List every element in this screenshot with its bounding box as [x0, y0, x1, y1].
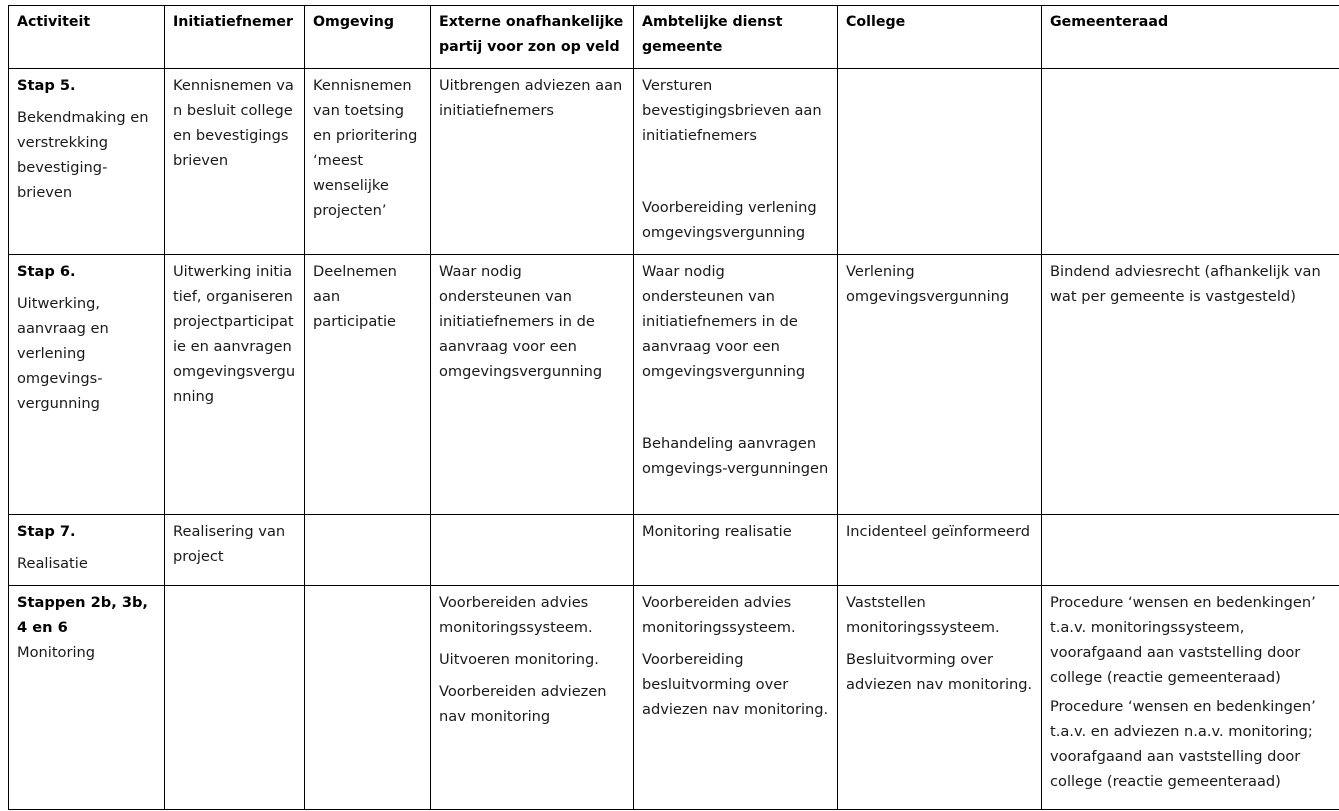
- gemeenteraad-text-2: Procedure ‘wensen en bedenkingen’ t.a.v. en adviezen n.a.v. monitoring; voorafgaand aan vaststelling door college (reactie gemeenteraad): [1050, 698, 1316, 790]
- ambtelijk-text-2: Voorbereiding verlening omgevingsvergunning: [642, 199, 817, 241]
- step-label: Stappen 2b, 3b, 4 en 6: [17, 594, 148, 636]
- initiatiefnemer-cell: Kennisnemen van besluit college en bevestigingsbrieven: [165, 69, 305, 255]
- header-ambtelijk: Ambtelijke dienst gemeente: [634, 6, 838, 69]
- table-row: [9, 515, 1339, 586]
- ambtelijk-text-1: Voorbereiden advies monitoringssysteem.: [642, 594, 796, 636]
- gemeenteraad-cell: [1042, 586, 1339, 810]
- header-activiteit: Activiteit: [9, 6, 165, 69]
- process-table: [8, 5, 1339, 810]
- college-cell: Verlening omgevingsvergunning: [838, 255, 1042, 515]
- header-initiatiefnemer: Initiatiefnemer: [165, 6, 305, 69]
- college-text-2: Besluitvorming over adviezen nav monitoring.: [846, 651, 1033, 693]
- ambtelijk-cell: [634, 586, 838, 810]
- ambtelijk-text-2: Behandeling aanvragen omgevings-vergunningen: [642, 435, 829, 477]
- activity-cell: [9, 69, 165, 255]
- activity-cell: [9, 255, 165, 515]
- college-cell: [838, 69, 1042, 255]
- extern-cell: Waar nodig ondersteunen van initiatiefnemers in de aanvraag voor een omgevingsvergunning: [431, 255, 634, 515]
- college-cell: [838, 586, 1042, 810]
- omgeving-cell: Kennisnemen van toetsing en prioritering ‘meest wenselijke projecten’: [305, 69, 431, 255]
- college-text-1: Vaststellen monitoringssysteem.: [846, 594, 1000, 636]
- extern-cell: Uitbrengen adviezen aan initiatiefnemers: [431, 69, 634, 255]
- extern-cell: [431, 515, 634, 586]
- gemeenteraad-cell: Bindend adviesrecht (afhankelijk van wat per gemeente is vastgesteld): [1042, 255, 1339, 515]
- extern-text-2: Uitvoeren monitoring.: [439, 651, 599, 668]
- activity-text: Realisatie: [17, 555, 88, 572]
- gemeenteraad-cell: [1042, 69, 1339, 255]
- ambtelijk-text-1: Waar nodig ondersteunen van initiatiefnemers in de aanvraag voor een omgevingsvergunning: [642, 263, 806, 380]
- activity-cell: [9, 586, 165, 810]
- omgeving-cell: Deelnemen aan participatie: [305, 255, 431, 515]
- step-label: Stap 7.: [17, 523, 76, 540]
- activity-text: Monitoring: [17, 644, 96, 661]
- table-row: [9, 255, 1339, 515]
- extern-cell: [431, 586, 634, 810]
- activity-cell: [9, 515, 165, 586]
- step-label: Stap 5.: [17, 77, 76, 94]
- header-gemeenteraad: Gemeenteraad: [1042, 6, 1339, 69]
- extern-text-1: Voorbereiden advies monitoringssysteem.: [439, 594, 593, 636]
- initiatiefnemer-cell: [165, 586, 305, 810]
- ambtelijk-text-2: Voorbereiding besluitvorming over adviezen nav monitoring.: [642, 651, 829, 718]
- college-cell: Incidenteel geïnformeerd: [838, 515, 1042, 586]
- initiatiefnemer-cell: Realisering van project: [165, 515, 305, 586]
- ambtelijk-cell: [634, 255, 838, 515]
- gemeenteraad-text-1: Procedure ‘wensen en bedenkingen’ t.a.v. monitoringssysteem, voorafgaand aan vaststelling door college (reactie gemeenteraad): [1050, 594, 1316, 686]
- extern-text-3: Voorbereiden adviezen nav monitoring: [439, 683, 607, 725]
- initiatiefnemer-cell: Uitwerking initiatief, organiseren projectparticipatie en aanvragen omgevingsvergunning: [165, 255, 305, 515]
- activity-text: Bekendmaking en verstrekking bevestiging-brieven: [17, 109, 149, 201]
- header-omgeving: Omgeving: [305, 6, 431, 69]
- table-row: [9, 69, 1339, 255]
- header-row: [9, 6, 1339, 69]
- step-label: Stap 6.: [17, 263, 76, 280]
- gemeenteraad-cell: [1042, 515, 1339, 586]
- ambtelijk-cell: Monitoring realisatie: [634, 515, 838, 586]
- omgeving-cell: [305, 515, 431, 586]
- header-extern: Externe onafhankelijke partij voor zon op veld: [431, 6, 634, 69]
- omgeving-cell: [305, 586, 431, 810]
- activity-text: Uitwerking, aanvraag en verlening omgevings-vergunning: [17, 295, 109, 412]
- header-college: College: [838, 6, 1042, 69]
- ambtelijk-text-1: Versturen bevestigingsbrieven aan initiatiefnemers: [642, 77, 822, 144]
- table-row: [9, 586, 1339, 810]
- ambtelijk-cell: [634, 69, 838, 255]
